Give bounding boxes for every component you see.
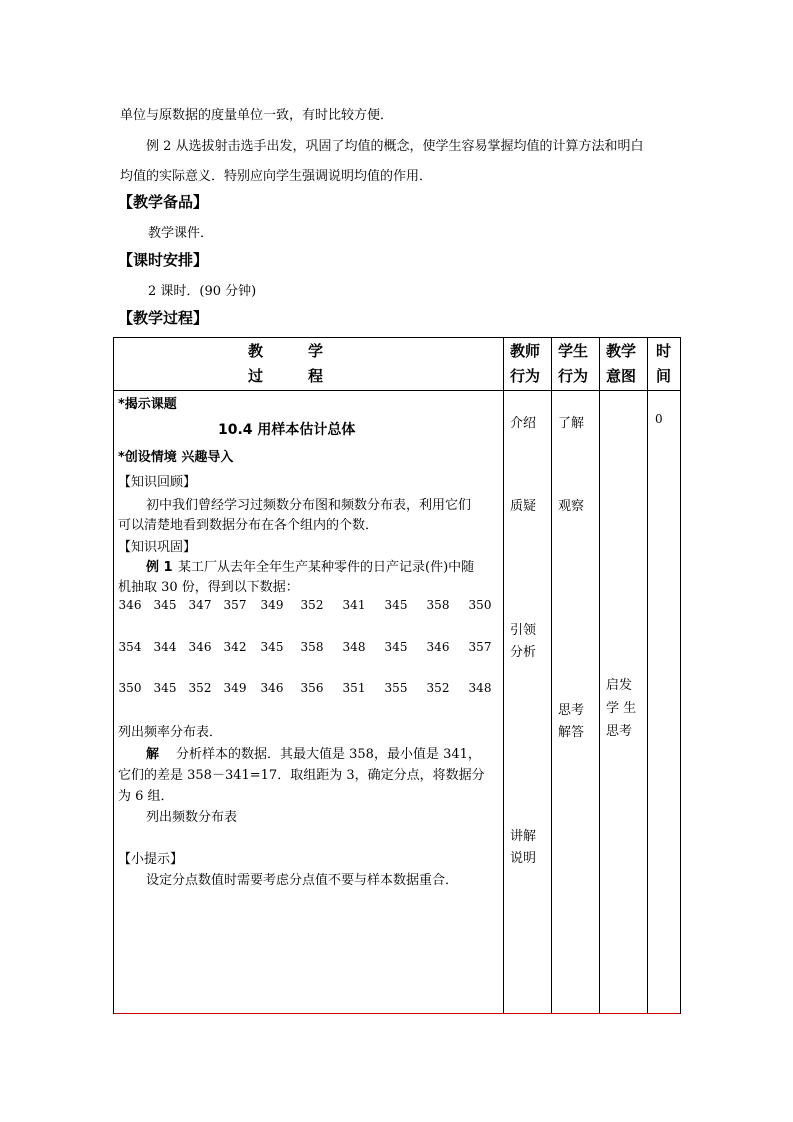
data-cell: 346 — [188, 640, 212, 654]
data-cell: 348 — [342, 640, 366, 654]
data-cell: 356 — [300, 681, 324, 695]
data-cell: 348 — [468, 681, 492, 695]
data-cell: 349 — [260, 598, 284, 612]
data-cell: 349 — [223, 681, 247, 695]
solution-label: 解 — [146, 747, 160, 762]
teacher-action-introduce: 介绍 — [510, 416, 537, 431]
data-cell: 350 — [468, 598, 492, 612]
header-process-top: 教 学 — [248, 342, 324, 360]
data-cell: 342 — [223, 640, 247, 654]
data-cell: 352 — [300, 598, 324, 612]
reveal-topic: *揭示课题 — [118, 397, 177, 412]
lesson-title: 10.4 用样本估计总体 — [218, 422, 356, 438]
data-cell: 355 — [384, 681, 408, 695]
tip-label: 【小提示】 — [118, 852, 184, 867]
student-action-think: 思考 — [558, 703, 585, 718]
data-cell: 352 — [188, 681, 212, 695]
header-intent-top: 教学 — [606, 342, 637, 360]
header-student-top: 学生 — [558, 342, 589, 360]
data-cell: 358 — [426, 598, 450, 612]
header-intent-bottom: 意图 — [606, 367, 637, 385]
header-student-bottom: 行为 — [558, 367, 589, 385]
table-top-border — [113, 337, 681, 338]
table-col-line-5 — [680, 337, 681, 1014]
header-time-top: 时 — [656, 342, 672, 360]
schedule-text: 2 课时．(90 分钟) — [148, 284, 257, 299]
header-teacher-top: 教师 — [510, 342, 541, 360]
intent-students: 学 生 — [606, 701, 637, 716]
data-cell: 345 — [260, 640, 284, 654]
student-action-understand: 了解 — [558, 416, 585, 431]
data-cell: 345 — [153, 681, 177, 695]
list-freq: 列出频率分布表． — [118, 725, 223, 740]
data-cell: 351 — [342, 681, 366, 695]
solution-line-3: 为 6 组． — [118, 789, 174, 804]
header-process-bottom: 过 程 — [248, 367, 324, 385]
teacher-action-explain-2: 说明 — [510, 851, 537, 866]
intro-line-1: 单位与原数据的度量单位一致，有时比较方便． — [120, 108, 394, 123]
data-cell: 357 — [223, 598, 247, 612]
student-action-observe: 观察 — [558, 499, 585, 514]
data-cell: 358 — [300, 640, 324, 654]
intent-think: 思考 — [606, 724, 633, 739]
data-cell: 350 — [118, 681, 142, 695]
data-cell: 357 — [468, 640, 492, 654]
intro-line-3: 均值的实际意义．特别应向学生强调说明均值的作用． — [120, 169, 433, 184]
header-teacher-bottom: 行为 — [510, 367, 541, 385]
process-heading: 【教学过程】 — [118, 309, 209, 327]
data-cell: 346 — [118, 598, 142, 612]
data-cell: 352 — [426, 681, 450, 695]
example-line-2: 机抽取 30 份，得到以下数据： — [118, 580, 299, 595]
data-cell: 344 — [153, 640, 177, 654]
table-col-line-4 — [647, 337, 648, 1014]
data-cell: 346 — [426, 640, 450, 654]
teacher-action-explain-1: 讲解 — [510, 829, 537, 844]
consolidate-label: 【知识巩固】 — [118, 540, 197, 555]
list-count: 列出频数分布表 — [146, 810, 238, 825]
data-cell: 354 — [118, 640, 142, 654]
teacher-action-guide-2: 分析 — [510, 645, 537, 660]
review-label: 【知识回顾】 — [118, 475, 197, 490]
student-action-answer: 解答 — [558, 725, 585, 740]
data-cell: 345 — [153, 598, 177, 612]
data-cell: 347 — [188, 598, 212, 612]
table-col-line-2 — [551, 337, 552, 1014]
data-cell: 341 — [342, 598, 366, 612]
intent-inspire: 启发 — [606, 678, 633, 693]
table-col-line-1 — [503, 337, 504, 1014]
data-cell: 346 — [260, 681, 284, 695]
schedule-heading: 【课时安排】 — [118, 251, 209, 269]
example-line-1: 某工厂从去年全年生产某种零件的日产记录(件)中随 — [178, 560, 475, 575]
time-value: 0 — [655, 412, 663, 426]
teacher-action-guide-1: 引领 — [510, 623, 537, 638]
prep-heading: 【教学备品】 — [118, 193, 209, 211]
table-bottom-border — [113, 1013, 681, 1014]
tip-text: 设定分点数值时需要考虑分点值不要与样本数据重合． — [146, 873, 459, 888]
teacher-action-question: 质疑 — [510, 499, 537, 514]
solution-line-1: 分析样本的数据．其最大值是 358，最小值是 341， — [176, 747, 481, 762]
data-cell: 345 — [384, 598, 408, 612]
scenario-label: *创设情境 兴趣导入 — [118, 450, 234, 465]
data-cell: 345 — [384, 640, 408, 654]
prep-text: 教学课件． — [148, 226, 214, 241]
table-header-border — [113, 390, 681, 391]
review-line-1: 初中我们曾经学习过频数分布图和频数分布表，利用它们 — [146, 498, 472, 513]
solution-line-2: 它们的差是 358－341=17．取组距为 3，确定分点，将数据分 — [118, 768, 485, 783]
review-line-2: 可以清楚地看到数据分布在各个组内的个数． — [118, 518, 379, 533]
table-col-line-0 — [113, 337, 114, 1014]
example-label: 例 1 — [146, 560, 173, 575]
header-time-bottom: 间 — [656, 367, 672, 385]
table-col-line-3 — [599, 337, 600, 1014]
intro-line-2: 例 2 从选拔射击选手出发，巩固了均值的概念，使学生容易掌握均值的计算方法和明白 — [146, 139, 644, 154]
